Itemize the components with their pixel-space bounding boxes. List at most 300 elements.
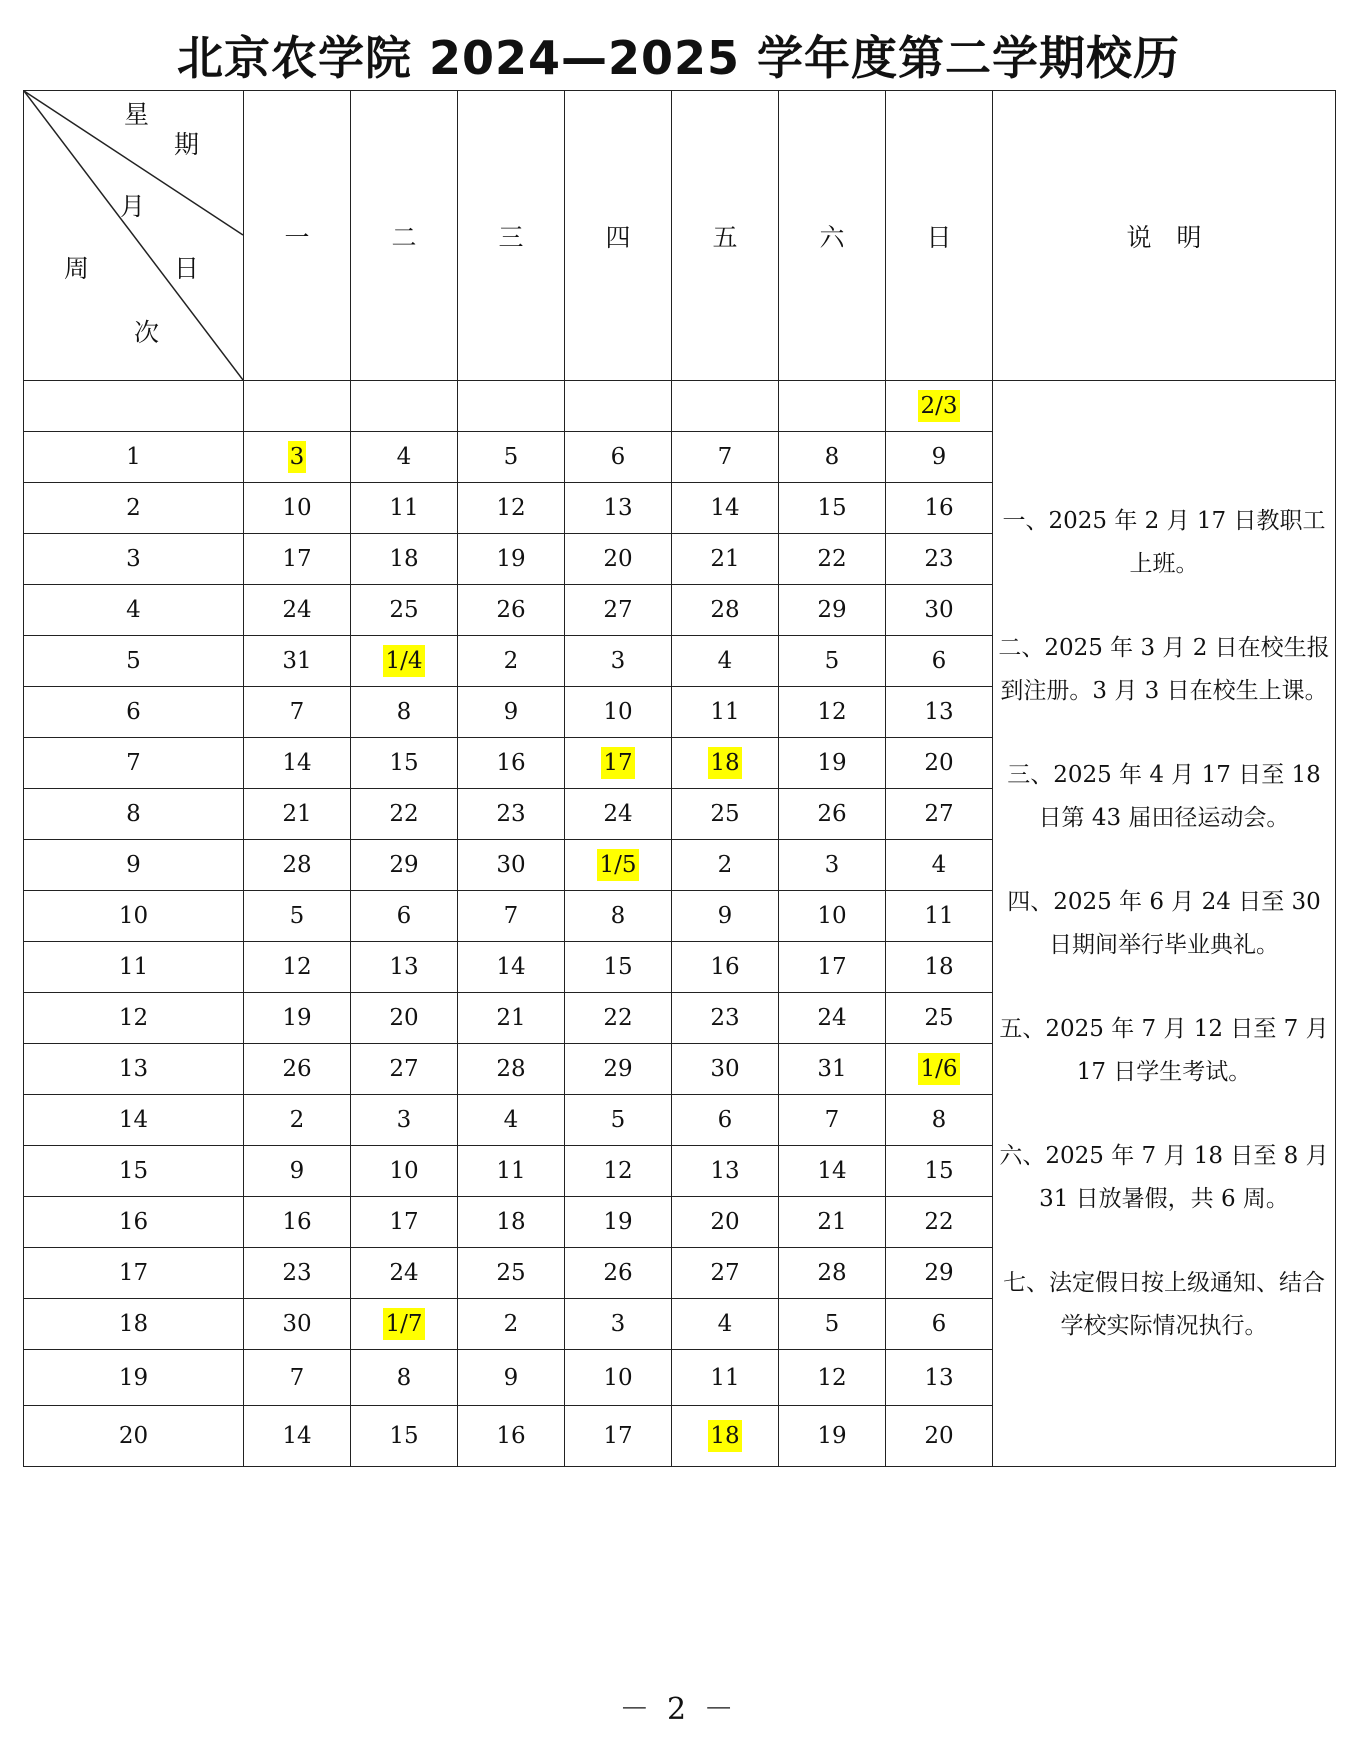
day-cell (672, 840, 779, 891)
day-cell (565, 381, 672, 432)
day-cell (672, 1350, 779, 1406)
day-value: 20 (924, 750, 954, 776)
diagonal-header-cell (24, 91, 244, 381)
day-value: 11 (710, 1364, 740, 1391)
day-cell (244, 1095, 351, 1146)
day-value: 6 (610, 444, 626, 470)
day-value: 9 (289, 1158, 305, 1184)
week-number-cell (24, 381, 244, 432)
day-value: 16 (924, 495, 954, 521)
week-number-cell: 8 (24, 789, 244, 840)
day-value: 11 (496, 1158, 526, 1184)
day-cell (351, 1406, 458, 1467)
day-value: 6 (931, 1311, 947, 1337)
day-cell (458, 1146, 565, 1197)
day-value: 18 (924, 954, 954, 980)
day-cell (565, 789, 672, 840)
day-cell (779, 432, 886, 483)
day-cell (779, 1146, 886, 1197)
day-cell (672, 534, 779, 585)
week-number-cell: 3 (24, 534, 244, 585)
day-value: 12 (817, 699, 847, 725)
day-cell (886, 381, 993, 432)
day-value: 31 (282, 648, 312, 674)
page-number: － 2 － (619, 1692, 738, 1727)
day-cell (244, 483, 351, 534)
day-value: 16 (282, 1209, 312, 1235)
day-cell (886, 585, 993, 636)
corner-label-xing: 星 (124, 100, 150, 129)
day-cell (672, 381, 779, 432)
day-value: 28 (496, 1056, 526, 1082)
day-header-mon: 一 (244, 91, 351, 381)
day-cell (779, 483, 886, 534)
day-cell (779, 891, 886, 942)
corner-label-qi: 期 (174, 130, 200, 159)
note-item: 七、法定假日按上级通知、结合学校实际情况执行。 (1003, 1269, 1325, 1339)
day-value: 15 (817, 495, 847, 521)
day-value: 14 (710, 495, 740, 521)
day-value: 21 (282, 801, 312, 827)
day-value: 11 (924, 903, 954, 929)
day-value: 19 (817, 750, 847, 776)
highlighted-day-value: 1/5 (597, 849, 638, 881)
day-value: 15 (389, 750, 419, 776)
day-value: 4 (717, 1311, 733, 1337)
day-cell (779, 1350, 886, 1406)
day-cell (458, 840, 565, 891)
day-cell (458, 1095, 565, 1146)
day-cell (672, 738, 779, 789)
day-cell (886, 1146, 993, 1197)
day-value: 10 (603, 1364, 633, 1391)
day-cell (672, 789, 779, 840)
day-value: 10 (817, 903, 847, 929)
day-cell (779, 1406, 886, 1467)
day-value: 18 (496, 1209, 526, 1235)
day-value: 17 (817, 954, 847, 980)
week-number-cell: 11 (24, 942, 244, 993)
day-cell (672, 1406, 779, 1467)
day-value: 4 (717, 648, 733, 674)
day-cell (779, 687, 886, 738)
page-title: 北京农学院 2024—2025 学年度第二学期校历 (176, 31, 1181, 85)
highlighted-day-value: 17 (601, 747, 634, 779)
day-cell (244, 432, 351, 483)
day-cell (458, 687, 565, 738)
day-cell (565, 636, 672, 687)
day-value: 5 (610, 1107, 626, 1133)
day-cell (886, 1197, 993, 1248)
day-cell (886, 432, 993, 483)
day-value: 14 (282, 1423, 312, 1449)
day-value: 29 (817, 597, 847, 623)
day-cell (458, 942, 565, 993)
day-value: 30 (924, 597, 954, 623)
day-value: 26 (603, 1260, 633, 1286)
day-cell (244, 1197, 351, 1248)
day-value: 22 (603, 1005, 633, 1031)
day-cell (779, 1299, 886, 1350)
day-cell (672, 1197, 779, 1248)
day-cell (458, 636, 565, 687)
day-cell (565, 585, 672, 636)
day-cell (351, 1248, 458, 1299)
day-cell (244, 840, 351, 891)
day-value: 8 (610, 903, 626, 929)
week-number-cell: 15 (24, 1146, 244, 1197)
highlighted-day-value: 18 (708, 747, 741, 779)
day-value: 19 (817, 1423, 847, 1449)
day-value: 17 (603, 1423, 633, 1449)
week-number-cell: 2 (24, 483, 244, 534)
day-value: 6 (717, 1107, 733, 1133)
day-value: 22 (817, 546, 847, 572)
day-cell (565, 1350, 672, 1406)
day-value: 14 (282, 750, 312, 776)
day-cell (458, 1248, 565, 1299)
day-value: 15 (389, 1423, 419, 1449)
day-value: 10 (282, 495, 312, 521)
day-value: 7 (824, 1107, 840, 1133)
day-cell (244, 381, 351, 432)
day-cell (351, 1350, 458, 1406)
day-header-sat: 六 (779, 91, 886, 381)
day-value: 25 (496, 1260, 526, 1286)
day-value: 23 (924, 546, 954, 572)
day-value: 16 (496, 750, 526, 776)
day-value: 20 (710, 1209, 740, 1235)
day-cell (565, 1095, 672, 1146)
day-value: 2 (717, 852, 733, 878)
day-value: 3 (396, 1107, 412, 1133)
day-cell (886, 1299, 993, 1350)
day-cell (565, 840, 672, 891)
day-value: 13 (924, 699, 954, 725)
day-value: 27 (389, 1056, 419, 1082)
day-cell (886, 1406, 993, 1467)
corner-label-ci: 次 (134, 318, 160, 347)
day-value: 27 (924, 801, 954, 827)
day-cell (565, 993, 672, 1044)
day-header-thu: 四 (565, 91, 672, 381)
day-value: 17 (389, 1209, 419, 1235)
note-item: 三、2025 年 4 月 17 日至 18 日第 43 届田径运动会。 (1007, 761, 1321, 831)
day-value: 25 (389, 597, 419, 623)
day-value: 28 (282, 852, 312, 878)
day-cell (672, 942, 779, 993)
day-cell (351, 1146, 458, 1197)
day-cell (458, 432, 565, 483)
week-number-cell: 17 (24, 1248, 244, 1299)
day-value: 30 (496, 852, 526, 878)
day-value: 10 (603, 699, 633, 725)
day-value: 16 (710, 954, 740, 980)
day-cell (244, 1299, 351, 1350)
day-value: 17 (282, 546, 312, 572)
day-cell (351, 687, 458, 738)
day-cell (565, 891, 672, 942)
highlighted-day-value: 18 (708, 1420, 741, 1452)
day-cell (351, 585, 458, 636)
note-item: 一、2025 年 2 月 17 日教职工上班。 (1002, 507, 1326, 577)
day-value: 13 (924, 1364, 954, 1391)
day-cell (779, 1044, 886, 1095)
day-cell (458, 483, 565, 534)
day-value: 6 (396, 903, 412, 929)
day-cell (458, 789, 565, 840)
day-cell (886, 1044, 993, 1095)
day-value: 24 (817, 1005, 847, 1031)
day-value: 23 (282, 1260, 312, 1286)
day-cell (779, 942, 886, 993)
week-row (24, 381, 1336, 432)
day-cell (886, 534, 993, 585)
day-cell (779, 381, 886, 432)
day-cell (886, 483, 993, 534)
day-cell (351, 1197, 458, 1248)
day-value: 12 (817, 1364, 847, 1391)
day-value: 8 (824, 444, 840, 470)
week-number-cell: 20 (24, 1406, 244, 1467)
day-cell (886, 993, 993, 1044)
day-header-sun: 日 (886, 91, 993, 381)
week-number-cell: 13 (24, 1044, 244, 1095)
day-value: 12 (496, 495, 526, 521)
day-cell (886, 687, 993, 738)
day-value: 24 (603, 801, 633, 827)
day-cell (779, 585, 886, 636)
day-value: 7 (289, 1364, 305, 1391)
day-value: 7 (289, 699, 305, 725)
day-value: 20 (603, 546, 633, 572)
notes-header: 说 明 (993, 91, 1336, 381)
day-cell (458, 381, 565, 432)
day-cell (565, 1197, 672, 1248)
day-cell (886, 1350, 993, 1406)
day-value: 28 (710, 597, 740, 623)
day-value: 8 (396, 1364, 412, 1391)
week-number-cell: 19 (24, 1350, 244, 1406)
day-cell (351, 534, 458, 585)
day-cell (244, 1044, 351, 1095)
day-cell (886, 840, 993, 891)
day-cell (886, 1095, 993, 1146)
day-value: 20 (389, 1005, 419, 1031)
notes-cell (993, 381, 1336, 1467)
day-value: 24 (389, 1260, 419, 1286)
day-cell (565, 1248, 672, 1299)
day-header-fri: 五 (672, 91, 779, 381)
day-cell (886, 1248, 993, 1299)
day-cell (672, 1299, 779, 1350)
day-cell (458, 1044, 565, 1095)
day-value: 13 (710, 1158, 740, 1184)
day-cell (244, 534, 351, 585)
day-value: 22 (389, 801, 419, 827)
week-number-cell: 14 (24, 1095, 244, 1146)
day-cell (458, 1299, 565, 1350)
day-value: 9 (503, 699, 519, 725)
day-cell (458, 1406, 565, 1467)
week-number-cell: 4 (24, 585, 244, 636)
day-value: 14 (817, 1158, 847, 1184)
highlighted-day-value: 1/6 (918, 1053, 959, 1085)
day-cell (886, 942, 993, 993)
day-cell (779, 993, 886, 1044)
day-value: 13 (389, 954, 419, 980)
day-cell (351, 636, 458, 687)
day-value: 8 (396, 699, 412, 725)
day-value: 3 (824, 852, 840, 878)
day-cell (351, 1095, 458, 1146)
day-cell (672, 687, 779, 738)
day-cell (886, 789, 993, 840)
day-cell (458, 993, 565, 1044)
day-value: 22 (924, 1209, 954, 1235)
day-cell (779, 789, 886, 840)
week-number-cell: 6 (24, 687, 244, 738)
day-value: 29 (603, 1056, 633, 1082)
day-value: 5 (824, 648, 840, 674)
day-cell (458, 534, 565, 585)
day-value: 30 (710, 1056, 740, 1082)
day-cell (351, 1044, 458, 1095)
day-cell (244, 636, 351, 687)
day-cell (779, 534, 886, 585)
day-cell (565, 1146, 672, 1197)
day-value: 27 (603, 597, 633, 623)
day-cell (351, 1299, 458, 1350)
week-number-cell: 9 (24, 840, 244, 891)
week-number-cell: 10 (24, 891, 244, 942)
day-value: 25 (924, 1005, 954, 1031)
day-header-tue: 二 (351, 91, 458, 381)
day-cell (779, 1197, 886, 1248)
day-value: 21 (710, 546, 740, 572)
day-value: 28 (817, 1260, 847, 1286)
note-item: 二、2025 年 3 月 2 日在校生报到注册。3 月 3 日在校生上课。 (998, 634, 1330, 704)
day-value: 12 (603, 1158, 633, 1184)
header-row (24, 91, 1336, 381)
day-cell (244, 738, 351, 789)
day-cell (351, 432, 458, 483)
day-value: 3 (610, 1311, 626, 1337)
day-cell (458, 1197, 565, 1248)
day-cell (672, 432, 779, 483)
day-value: 14 (496, 954, 526, 980)
day-cell (565, 1044, 672, 1095)
day-cell (244, 1406, 351, 1467)
day-cell (565, 534, 672, 585)
day-value: 11 (710, 699, 740, 725)
day-value: 10 (389, 1158, 419, 1184)
week-number-cell: 18 (24, 1299, 244, 1350)
day-cell (565, 432, 672, 483)
day-cell (886, 738, 993, 789)
day-value: 4 (931, 852, 947, 878)
day-cell (244, 585, 351, 636)
corner-label-ri: 日 (174, 254, 200, 283)
day-cell (458, 891, 565, 942)
day-cell (565, 687, 672, 738)
note-item: 五、2025 年 7 月 12 日至 7 月 17 日学生考试。 (999, 1015, 1329, 1085)
day-cell (244, 1350, 351, 1406)
day-value: 15 (924, 1158, 954, 1184)
day-value: 26 (817, 801, 847, 827)
highlighted-day-value: 3 (288, 441, 307, 473)
day-cell (458, 738, 565, 789)
day-value: 20 (924, 1423, 954, 1449)
day-value: 5 (824, 1311, 840, 1337)
note-item: 四、2025 年 6 月 24 日至 30 日期间举行毕业典礼。 (1007, 888, 1321, 958)
day-cell (351, 891, 458, 942)
day-cell (779, 738, 886, 789)
day-cell (351, 942, 458, 993)
day-cell (672, 1095, 779, 1146)
note-item: 六、2025 年 7 月 18 日至 8 月 31 日放暑假，共 6 周。 (999, 1142, 1329, 1212)
week-number-cell: 16 (24, 1197, 244, 1248)
calendar-table (23, 90, 1336, 1467)
day-value: 19 (496, 546, 526, 572)
day-cell (672, 636, 779, 687)
day-value: 6 (931, 648, 947, 674)
day-cell (244, 789, 351, 840)
day-cell (351, 483, 458, 534)
day-cell (351, 381, 458, 432)
day-value: 21 (817, 1209, 847, 1235)
day-cell (672, 1248, 779, 1299)
day-value: 9 (931, 444, 947, 470)
week-number-cell: 1 (24, 432, 244, 483)
highlighted-day-value: 1/7 (383, 1308, 424, 1340)
highlighted-day-value: 1/4 (383, 645, 424, 677)
day-value: 18 (389, 546, 419, 572)
day-header-wed: 三 (458, 91, 565, 381)
day-value: 2 (289, 1107, 305, 1133)
day-value: 29 (389, 852, 419, 878)
day-cell (672, 993, 779, 1044)
day-value: 23 (496, 801, 526, 827)
day-cell (244, 687, 351, 738)
day-cell (886, 891, 993, 942)
day-cell (244, 993, 351, 1044)
day-value: 29 (924, 1260, 954, 1286)
day-cell (779, 636, 886, 687)
day-value: 12 (282, 954, 312, 980)
day-cell (565, 1406, 672, 1467)
day-value: 2 (503, 648, 519, 674)
week-number-cell: 7 (24, 738, 244, 789)
day-value: 5 (289, 903, 305, 929)
day-cell (779, 840, 886, 891)
day-cell (351, 738, 458, 789)
day-value: 13 (603, 495, 633, 521)
day-value: 23 (710, 1005, 740, 1031)
highlighted-day-value: 2/3 (918, 390, 959, 422)
day-cell (672, 585, 779, 636)
day-cell (565, 1299, 672, 1350)
day-value: 4 (396, 444, 412, 470)
day-cell (565, 942, 672, 993)
day-cell (672, 483, 779, 534)
day-value: 2 (503, 1311, 519, 1337)
day-cell (672, 891, 779, 942)
day-value: 11 (389, 495, 419, 521)
day-cell (244, 1248, 351, 1299)
day-value: 7 (717, 444, 733, 470)
day-value: 31 (817, 1056, 847, 1082)
